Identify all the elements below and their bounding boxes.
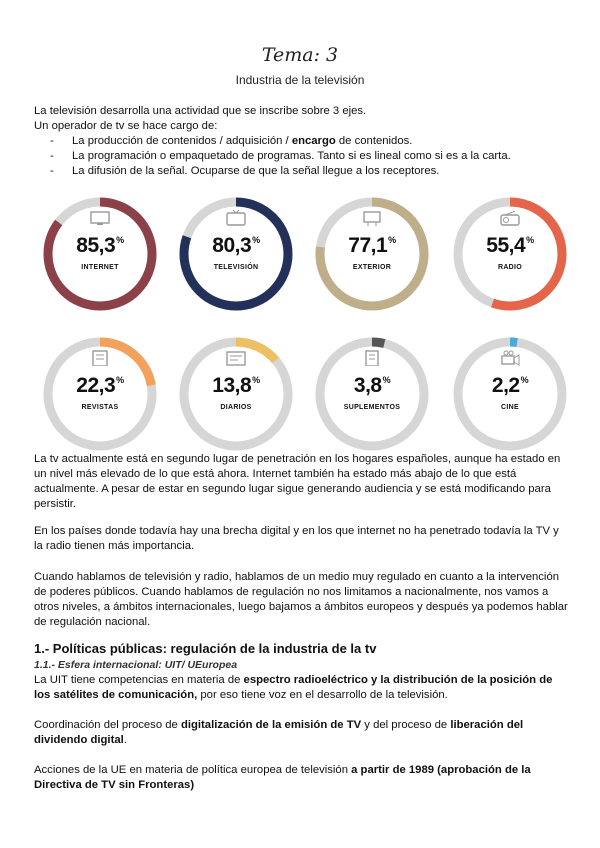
stat-value: 80,3%: [212, 234, 260, 257]
stat-cine: [452, 336, 568, 452]
intro-line-2: Un operador de tv se hace cargo de:: [34, 120, 218, 132]
stat-value: 3,8%: [353, 374, 391, 397]
list-item: - La programación o empaquetado de programas. Tanto si es lineal como si es a la carta.: [50, 149, 570, 164]
paragraph-coordination: Coordinación del proceso de digitalización de la emisión de TV y del proceso de liberación del dividendo digital.: [34, 719, 524, 746]
list-item: - La producción de contenidos / adquisición / encargo de contenidos.: [50, 134, 570, 149]
stat-label: EXTERIOR: [352, 264, 392, 271]
stat-internet: [42, 196, 158, 312]
radio-icon: [500, 210, 520, 226]
newspaper-icon: [226, 350, 246, 366]
stat-revistas: [42, 336, 158, 452]
stat-value: 77,1%: [348, 234, 396, 257]
paragraph-tv-position: La tv actualmente está en segundo lugar de penetración en los hogares españoles, aunque ha estado en un nivel más elevado de lo que está ahora. Internet también ha estado más abajo de lo que está actualmente. A pesar de estar en segundo lugar sigue generando audiencia y se está modificando para persistir.: [34, 453, 561, 510]
stat-label: DIARIOS: [220, 404, 252, 411]
stat-radio: [452, 196, 568, 312]
tv-icon: [226, 210, 246, 226]
stat-label: TELEVISIÓN: [213, 264, 259, 271]
stat-value: 2,2%: [491, 374, 529, 397]
stat-value: 55,4%: [486, 234, 534, 257]
section-heading: 1.- Políticas públicas: regulación de la industria de la tv: [34, 641, 377, 656]
paragraph-regulation: Cuando hablamos de televisión y radio, hablamos de un medio muy regulado en cuanto a la intervención de poderes públicos. Cuando hablamos de regulación no nos limitamos a nacionalmente, nos vamos a otros niveles, a ámbitos internacionales, luego bajamos a ámbitos europeos y después ya podemos hablar de regulación nacional.: [34, 571, 568, 628]
stat-suplementos: [314, 336, 430, 452]
intro-line-1: La televisión desarrolla una actividad que se inscribe sobre 3 ejes.: [34, 105, 367, 117]
paragraph-digital-divide: En los países donde todavía hay una brecha digital y en los que internet no ha penetrado todavía la TV y la radio tienen más importancia.: [34, 525, 559, 552]
page-title: Tema: 3: [261, 44, 339, 66]
subsection-heading: 1.1.- Esfera internacional: UIT/ UEuropea: [34, 659, 238, 671]
stat-label: REVISTAS: [81, 404, 119, 411]
stat-value: 22,3%: [76, 374, 124, 397]
magazine-icon: [90, 350, 110, 366]
list-item: - La difusión de la señal. Ocuparse de que la señal llegue a los receptores.: [50, 164, 570, 179]
stat-value: 13,8%: [212, 374, 260, 397]
monitor-icon: [90, 210, 110, 226]
paragraph-ue: Acciones de la UE en materia de política europea de televisión a partir de 1989 (aprobación de la Directiva de TV sin Fronteras): [34, 764, 531, 791]
camera-icon: [500, 350, 520, 366]
billboard-icon: [362, 210, 382, 226]
stat-label: CINE: [501, 404, 519, 411]
stat-diarios: [178, 336, 294, 452]
paragraph-uit: La UIT tiene competencias en materia de espectro radioeléctrico y la distribución de la posición de los satélites de comunicación, por eso tiene voz en el desarrollo de la televisión.: [34, 674, 553, 701]
page-subtitle: Industria de la televisión: [235, 73, 365, 87]
stat-label: RADIO: [497, 264, 523, 271]
stat-label: INTERNET: [81, 264, 119, 271]
stat-exterior: [314, 196, 430, 312]
supplement-icon: [362, 350, 382, 366]
stat-value: 85,3%: [76, 234, 124, 257]
stat-televisión: [178, 196, 294, 312]
stat-label: SUPLEMENTOS: [343, 404, 401, 411]
